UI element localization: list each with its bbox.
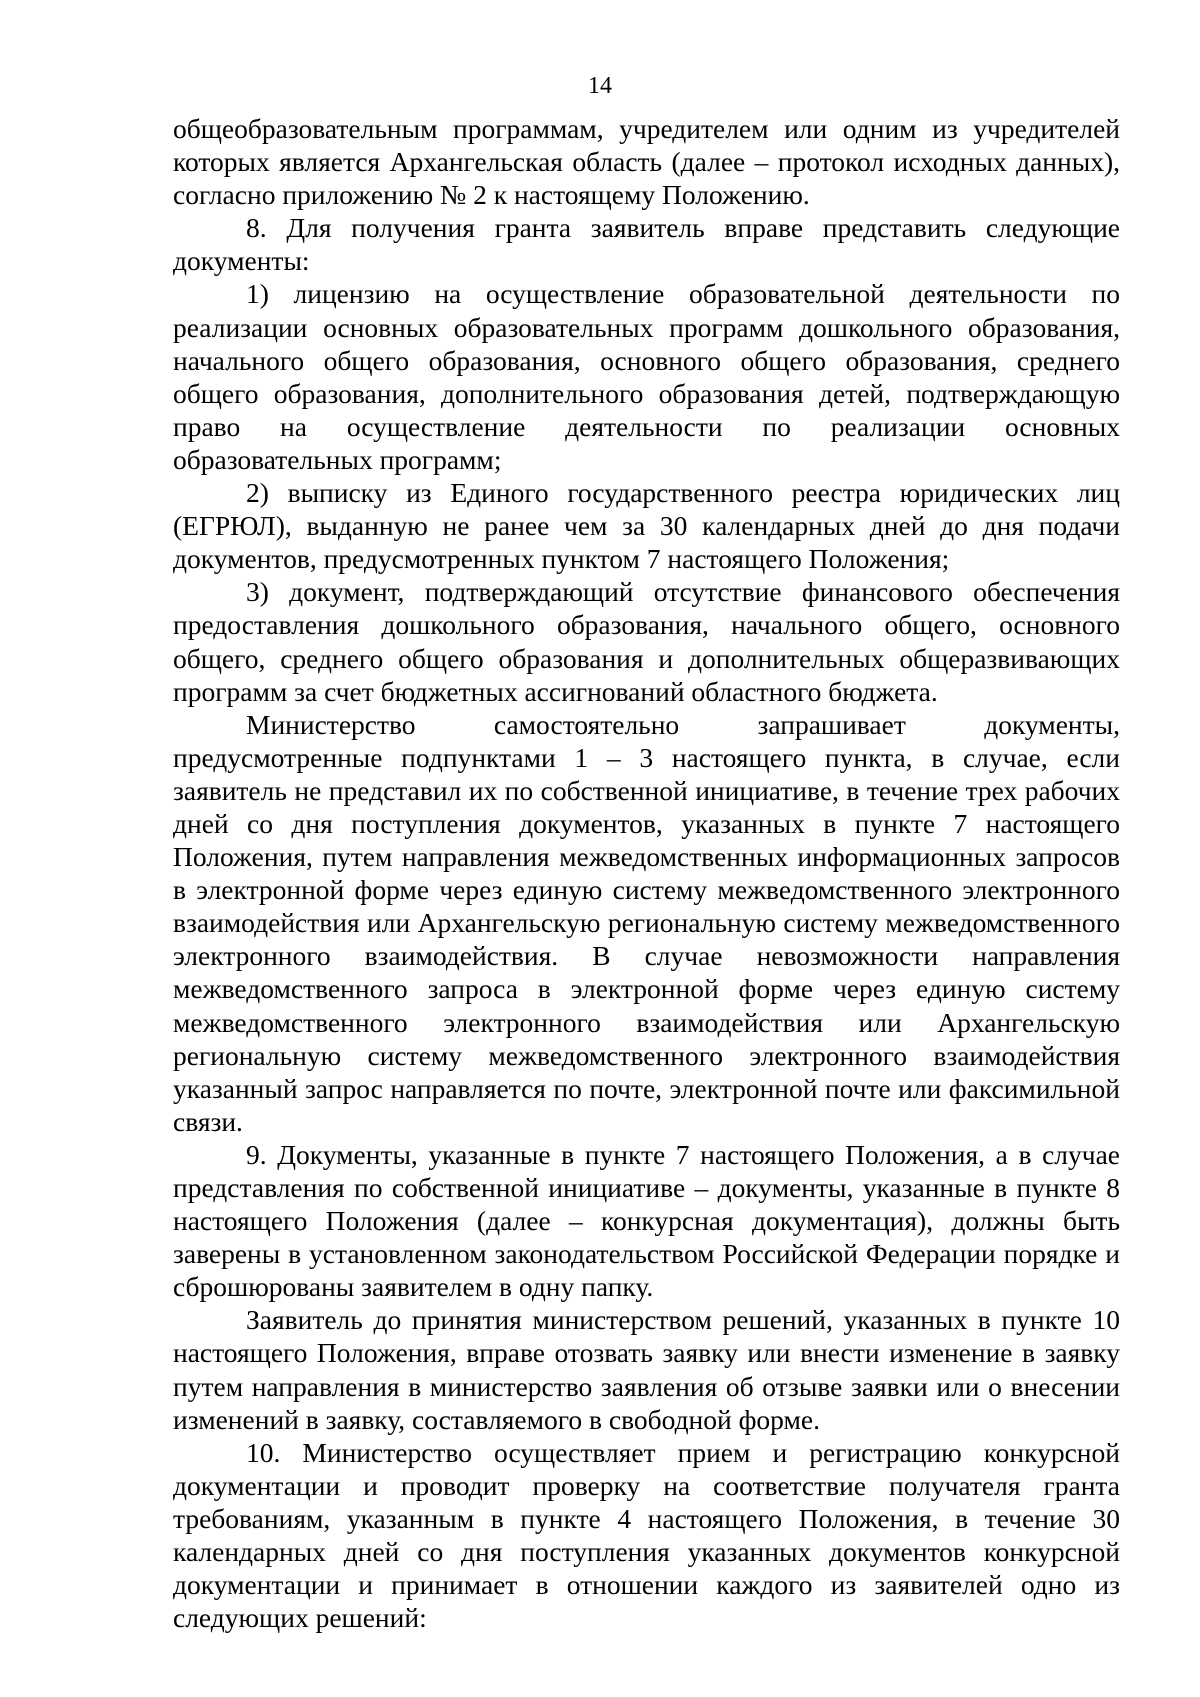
paragraph-item-9: 9. Документы, указанные в пункте 7 настоящего Положения, а в случае представления по собственной инициативе – документы, указанные в пункте 8 настоящего Положения (далее – конкурсная документация), должны быть заверены в установленном законодательством Российской Федерации порядке и сброшюрованы заявителем в одну папку. [173,1138,1120,1303]
paragraph-ministry-requests: Министерство самостоятельно запрашивает документы, предусмотренные подпунктами 1 – 3 настоящего пункта, в случае, если заявитель не представил их по собственной инициативе, в течение трех рабочих дней со дня поступления документов, указанных в пункте 7 настоящего Положения, путем направления межведомственных информационных запросов в электронной форме через единую систему межведомственного электронного взаимодействия или Архангельскую региональную систему межведомственного электронного взаимодействия. В случае невозможности направления межведомственного запроса в электронной форме через единую систему межведомственного электронного взаимодействия или Архангельскую региональную систему межведомственного электронного взаимодействия указанный запрос направляется по почте, электронной почте или факсимильной связи. [173,708,1120,1137]
paragraph-subitem-3: 3) документ, подтверждающий отсутствие финансового обеспечения предоставления дошкольного образования, начального общего, основного общего, среднего общего образования и дополнительных общеразвивающих программ за счет бюджетных ассигнований областного бюджета. [173,576,1120,707]
paragraph-subitem-1: 1) лицензию на осуществление образовательной деятельности по реализации основных образовательных программ дошкольного образования, начального общего образования, основного общего образования, среднего общего образования, дополнительного образования детей, подтверждающую право на осуществление деятельности по реализации основных образовательных программ; [173,278,1120,475]
paragraph-continuation: общеобразовательным программам, учредителем или одним из учредителей которых является Архангельская область (далее – протокол исходных данных), согласно приложению № 2 к настоящему Положению. [173,113,1120,211]
paragraph-applicant-withdrawal: Заявитель до принятия министерством решений, указанных в пункте 10 настоящего Положения, вправе отозвать заявку или внести изменение в заявку путем направления в министерство заявления об отзыве заявки или о внесении изменений в заявку, составляемого в свободной форме. [173,1304,1120,1435]
page-number: 14 [588,73,612,99]
paragraph-item-8: 8. Для получения гранта заявитель вправе представить следующие документы: [173,212,1120,277]
paragraph-subitem-2: 2) выписку из Единого государственного реестра юридических лиц (ЕГРЮЛ), выданную не ранее чем за 30 календарных дней до дня подачи документов, предусмотренных пунктом 7 настоящего Положения; [173,477,1120,575]
document-body [173,112,1120,1634]
paragraph-item-10: 10. Министерство осуществляет прием и регистрацию конкурсной документации и проводит проверку на соответствие получателя гранта требованиям, указанным в пункте 4 настоящего Положения, в течение 30 календарных дней со дня поступления указанных документов конкурсной документации и принимает в отношении каждого из заявителей одно из следующих решений: [173,1436,1120,1634]
